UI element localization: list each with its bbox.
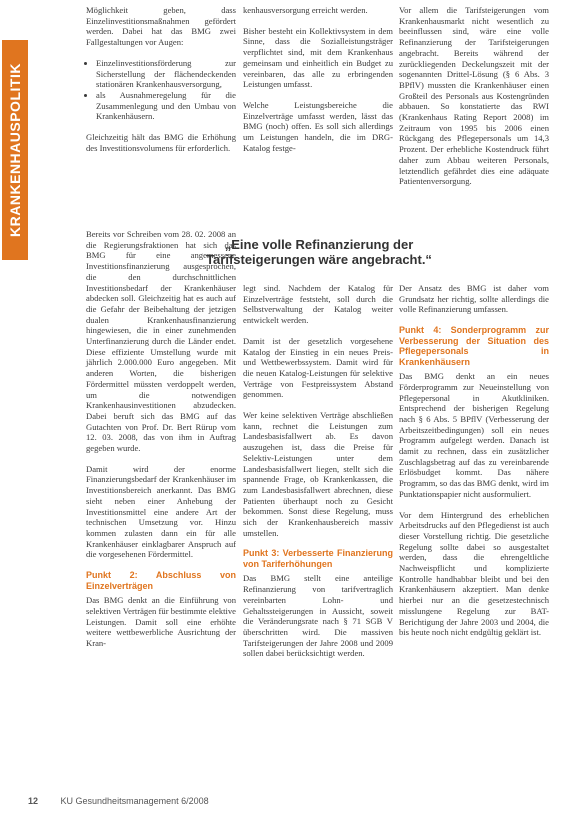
page-footer bbox=[28, 796, 209, 806]
section-label: KRANKENHAUSPOLITIK bbox=[7, 63, 23, 237]
section-heading: Punkt 2: Abschluss von Einzelverträgen bbox=[86, 570, 236, 591]
pull-quote: „Eine volle Refinanzierung der Tarifsteigerungen wäre angebracht.“ bbox=[206, 237, 432, 267]
paragraph: Möglichkeit geben, dass Einzelinvestitionsmaßnahmen gefördert werden. Dabei hat das BMG zwei Fallgestaltungen vor Augen: bbox=[86, 5, 236, 48]
column-2-top bbox=[243, 5, 393, 163]
paragraph: Gleichzeitig hält das BMG die Erhöhung des Investitionsvolumens für erforderlich. bbox=[86, 132, 236, 153]
section-heading: Punkt 4: Sonderprogramm zur Verbesserung der Situation des Pflegepersonals in Krankenhäusern bbox=[399, 325, 549, 367]
column-3-top bbox=[399, 5, 549, 197]
paragraph: Welche Leistungsbereiche die Einzelverträge umfasst werden, lässt das BMG (noch) offen. Es soll sich allerdings um Leistungen handeln, die im DRG-Katalog festge- bbox=[243, 99, 393, 153]
page-number: 12 bbox=[28, 796, 39, 806]
paragraph: Vor allem die Tarifsteigerungen vom Krankenhausmarkt nicht wesentlich zu beeinflussen sind, wäre eine volle Refinanzierung der Tarifsteigerungen angebracht. Bereits während der zurückliegenden Deckelungszeit mit der sogenannten Drittel-Lösung (§ 6 Abs. 3 BPflV) mussten die Krankenhäuser einen Großteil des Personals aus Kostengründen abbauen. So konstatierte das RWI (Krankenhaus Rating Report 2008) im Zeitraum von 1995 bis 2006 einen Rückgang des Pflegepersonals um 14,3 Prozent. Der erhebliche Kostendruck führt daher zum Abbau weiteren Personals, letztendlich gefährdet dies eine adäquate Patientenversorgung. bbox=[399, 5, 549, 187]
sidebar bbox=[0, 0, 30, 818]
paragraph: legt sind. Nachdem der Katalog für Einzelverträge feststeht, soll durch die Selbstverwaltung der Katalog weiter entwickelt werden. bbox=[243, 283, 393, 326]
publication-name: KU Gesundheitsmanagement 6/2008 bbox=[60, 796, 209, 806]
column-1-bottom bbox=[86, 229, 236, 659]
section-heading: Punkt 3: Verbesserte Finanzierung von Tariferhöhungen bbox=[243, 548, 393, 569]
paragraph: Wer keine selektiven Verträge abschließen kann, rechnet die Leistungen zum Landesbasisfallwert ab. Es davon auszugehen ist, dass die Preise für Selektiv-Leistungen unter dem Landesbasisfallwert liegen, stellt sich die spannende Frage, ob Krankenkassen, die zum Landesbasisfallwert abrechnen, diese Patienten überhaupt noch zu Gesicht bekommen. Sonst diese Regelung, muss sich der Krankenhausbereich massiv umstellen. bbox=[243, 410, 393, 538]
paragraph: Damit ist der gesetzlich vorgesehene Katalog der Einstieg in ein neues Preis- und Wettbewerbssystem. Damit wird für die neuen Katalog-Leistungen für selektive Verträge von Festpreissystem Abstand genommen. bbox=[243, 335, 393, 400]
paragraph: Das BMG denkt an die Einführung von selektiven Verträgen für bestimmte elektive Leistungen. Damit soll eine erhöhte weitere wettbewerbliche Ausrichtung der Kran- bbox=[86, 595, 236, 648]
paragraph: Bisher besteht ein Kollektivsystem in dem Sinne, dass die Sozialleistungsträger verpflichtet sind, mit dem Krankenhaus gemeinsam und einheitlich ein Budget zu vereinbaren, das alle zu erbringenden Leistungen umfasst. bbox=[243, 25, 393, 90]
paragraph: Der Ansatz des BMG ist daher vom Grundsatz her richtig, sollte allerdings die volle Refinanzierung umfassen. bbox=[399, 283, 549, 315]
paragraph: Das BMG stellt eine anteilige Refinanzierung von tarifvertraglich vereinbarten Lohn- und Gehaltssteigerungen in Aussicht, soweit die Veränderungsrate nach § 71 SGB V überschritten wird. Die massiven Tarifsteigerungen der Jahre 2008 und 2009 sollen dabei berücksichtigt werden. bbox=[243, 573, 393, 659]
bullet-list bbox=[86, 58, 236, 122]
column-3-bottom bbox=[399, 283, 549, 648]
column-1-top bbox=[86, 5, 236, 163]
column-2-bottom bbox=[243, 283, 393, 669]
paragraph: Das BMG denkt an ein neues Förderprogramm zur Neueinstellung von Pflegepersonal in Akutkliniken. Entsprechend der bisherigen Regelung nach § 6 Abs. 5 BPflV (Verbesserung der Arbeitszeitbedingungen) soll ein neues Programm aufgelegt werden. Danach ist damit zu rechnen, dass ein zusätzlicher Zuschlagsbetrag auf das zu vereinbarende Erlösbudget kommt. Das nähere Programm, so das das BMG denkt, wird im Punktationspapier nicht ausformuliert. bbox=[399, 371, 549, 499]
paragraph: Damit wird der enorme Finanzierungsbedarf der Krankenhäuser im Investitionsbereich anerkannt. Das BMG sieht neben einer Anhebung der Investitionsmittel eine andere Art der technischen Umsetzung vor. Hinzu kommen zulasten dann ein für alle Krankenhäuser einklagbarer Anspruch auf die vorgesehenen Fördermittel. bbox=[86, 463, 236, 560]
paragraph: kenhausversorgung erreicht werden. bbox=[243, 5, 368, 15]
bullet-item: • als Ausnahmeregelung für die Zusammenlegung und den Umbau von Krankenhäusern. bbox=[96, 90, 236, 122]
paragraph: Bereits vor Schreiben vom 28. 02. 2008 an die Regierungsfraktionen hat sich das BMG für eine angemessene Investitionsfinanzierung ausgesprochen, die den durchschnittlichen Investitionsbedarf der Krankenhäuser abdecken soll. Gleichzeitig hat es auch auf die Gefahr der Beibehaltung der jetzigen dualen Krankenhausfinanzierung hingewiesen, die in einer zunehmenden Unterfinanzierung durch die Länder endet. Diese effiziente Umstellung wurde mit jährlich 2.000.000 Euro angegeben. Mit anderen Worten, die bisherigen Fördermittel müssten verdoppelt werden, um die notwendigen Krankenhausinvestitionen abzudecken. Dabei beruft sich das BMG auf das Gutachten von Prof. Dr. Bert Rürup vom 12. 03. 2008, das von ihm in Auftrag gegeben wurde. bbox=[86, 229, 236, 454]
paragraph: Vor dem Hintergrund des erheblichen Arbeitsdrucks auf den Pflegedienst ist auch dieser Vorstellung richtig. Die gesetzliche Regelung sollte dabei so ausgestaltet werden, dass die ehrengeltliche Nachweispflicht und komplizierte Kontrolle handhabbar bleibt und bei den Krankenhäusern akzeptiert. Man denke hierbei nur an die gesetzestechnisch misslungene Regelung zur BAT-Berichtigung der Jahre 2003 und 2004, die bis heute noch nicht endgültig geklärt ist. bbox=[399, 509, 549, 638]
bullet-item: • Einzelinvestitionsförderung zur Sicherstellung der flächendeckenden stationären Krankenhausversorgung, bbox=[96, 58, 236, 90]
